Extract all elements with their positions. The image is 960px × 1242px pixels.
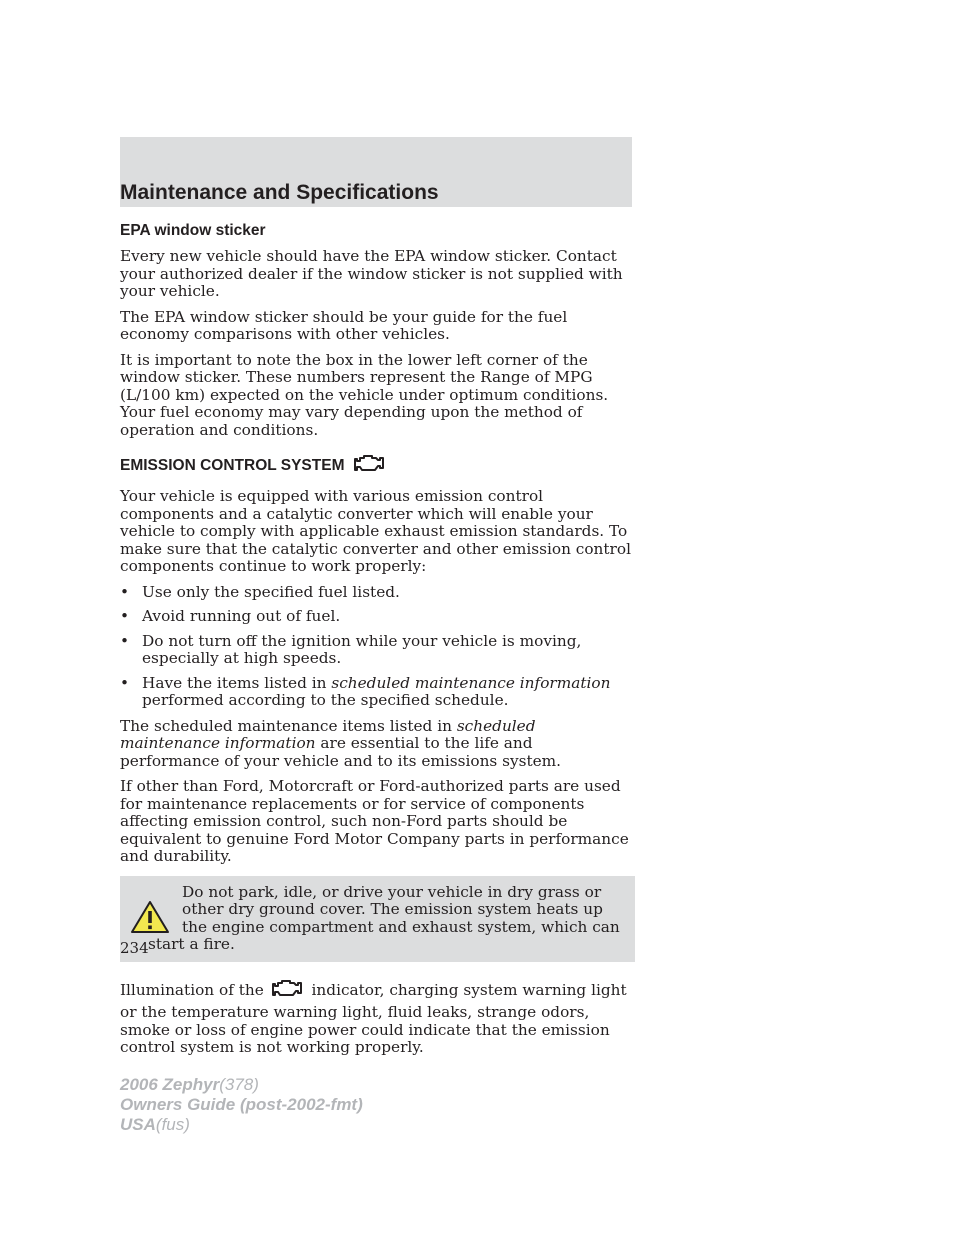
list-item: • Do not turn off the ignition while your vehicle is moving, especially at high speeds. (120, 631, 582, 667)
emission-bullet-list (120, 584, 635, 710)
document-footer: 2006 Zephyr(378) Owners Guide (post-2002-fmt) USA(fus) (120, 1075, 363, 1134)
epa-heading: EPA window sticker (120, 222, 266, 239)
epa-paragraph-1: Every new vehicle should have the EPA window sticker. Contact your authorized dealer if the window sticker is not supplied with your vehicle. (120, 247, 623, 300)
illumination-paragraph: Illumination of the indicator, charging system warning light or the temperature warning light, fluid leaks, strange odors, smoke or loss of engine power could indicate that the emission control system is not working properly. (120, 978, 635, 1057)
page-title: Maintenance and Specifications (120, 181, 439, 204)
epa-paragraph-3: It is important to note the box in the lower left corner of the window sticker. These numbers represent the Range of MPG (L/100 km) expected on the vehicle under optimum conditions. Your fuel economy may vary depending upon the method of operation and conditions. (120, 350, 609, 439)
parts-paragraph: If other than Ford, Motorcraft or Ford-authorized parts are used for maintenance replacements or for service of components affecting emission control, such non-Ford parts should be equivalent to genuine Ford Motor Company parts in performance and durability. (120, 777, 629, 865)
warning-text: Do not park, idle, or drive your vehicle in dry grass or other dry ground cover. The emission system heats up the engine compartment and exhaust system, which can start a fire. (148, 882, 620, 953)
list-item: • Have the items listed in scheduled maintenance information performed according to the specified schedule. (120, 673, 611, 709)
emission-heading (120, 453, 635, 480)
warning-triangle-icon (130, 900, 170, 934)
warning-box (120, 876, 635, 962)
check-engine-icon (353, 453, 387, 480)
emission-heading-text: EMISSION CONTROL SYSTEM (120, 457, 345, 474)
check-engine-icon (271, 978, 305, 1005)
main-content (120, 222, 635, 1065)
list-item: • Avoid running out of fuel. (120, 607, 341, 625)
epa-paragraph-2: The EPA window sticker should be your guide for the fuel economy comparisons with other vehicles. (120, 307, 568, 343)
list-item: • Use only the specified fuel listed. (120, 582, 400, 601)
scheduled-maintenance-paragraph: The scheduled maintenance items listed in scheduled maintenance information are essential to the life and performance of your vehicle and to its emissions system. (120, 716, 562, 770)
emission-intro: Your vehicle is equipped with various emission control components and a catalytic converter which will enable your vehicle to comply with applicable exhaust emission standards. To make sure that the catalytic converter and other emission control components continue to work properly: (120, 487, 631, 575)
page-number: 234 (120, 939, 149, 957)
